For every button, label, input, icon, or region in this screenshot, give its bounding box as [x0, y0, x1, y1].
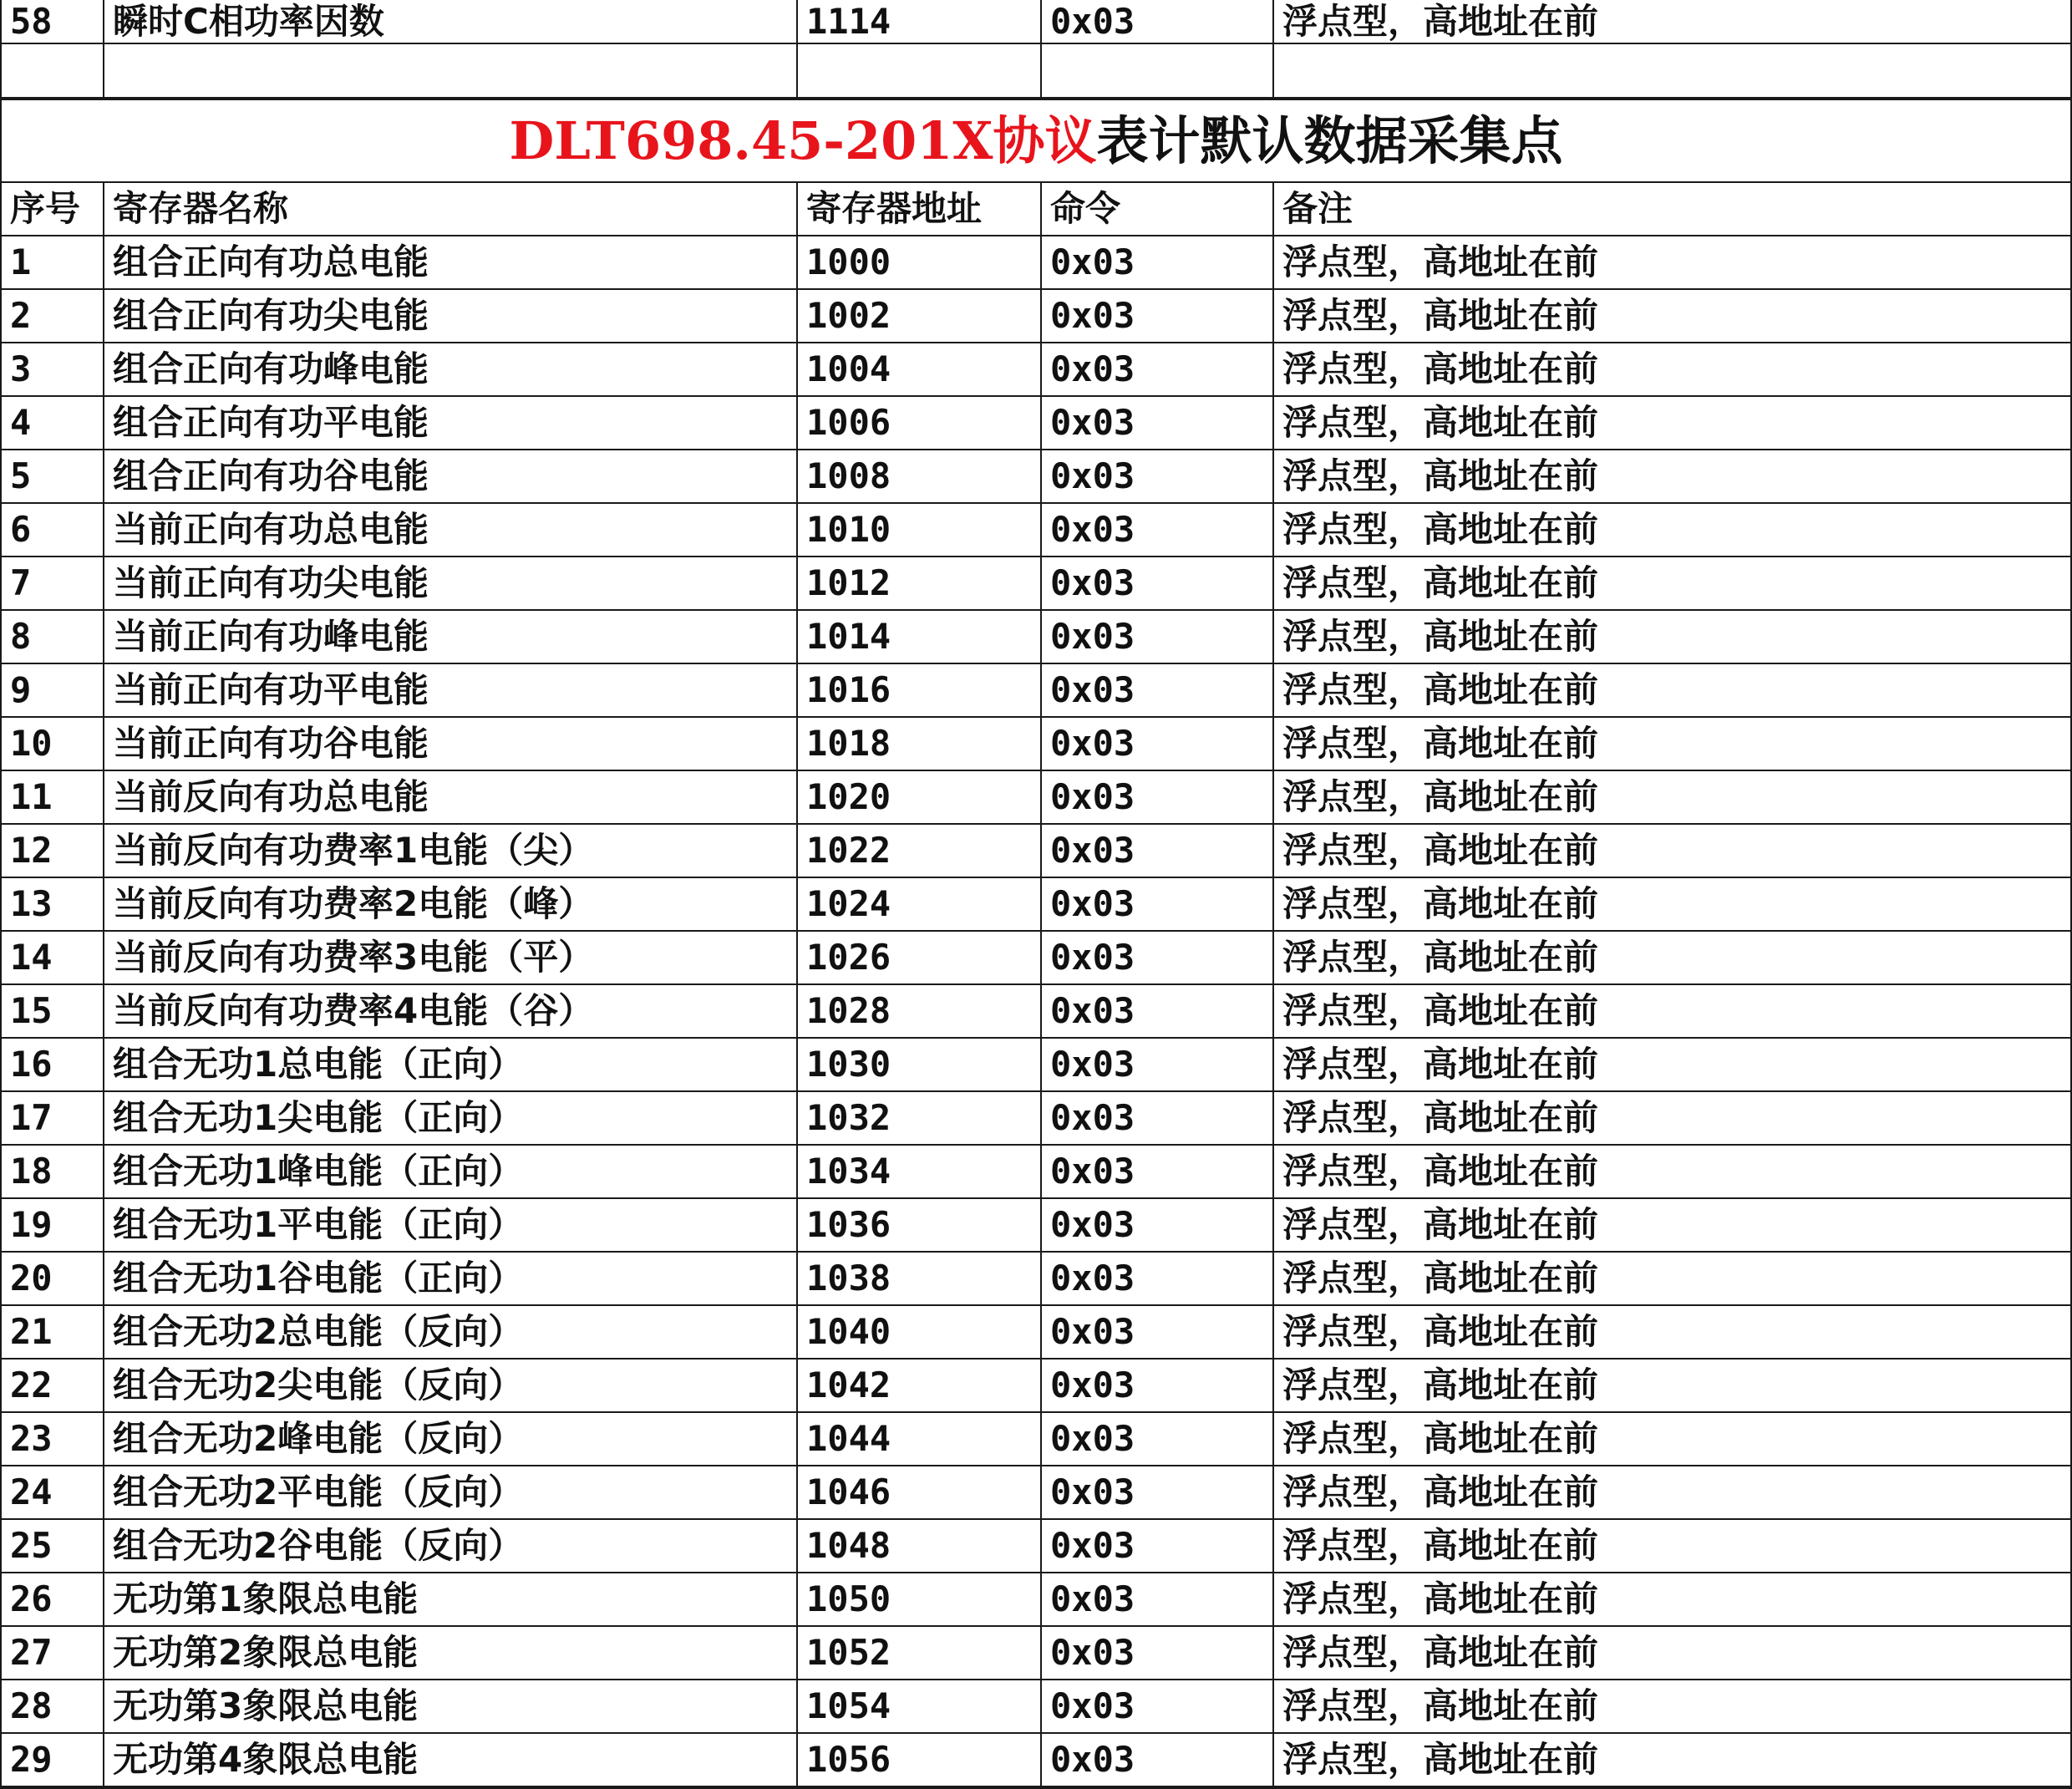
cell-remark[interactable]: 浮点型，高地址在前 — [1273, 1091, 2071, 1145]
cell-remark[interactable]: 浮点型，高地址在前 — [1273, 1519, 2071, 1573]
cell-register-name[interactable]: 组合正向有功峰电能 — [104, 343, 797, 396]
cell-remark[interactable]: 浮点型，高地址在前 — [1273, 770, 2071, 824]
empty-cell[interactable] — [1, 43, 104, 99]
table-row — [1, 450, 2071, 503]
cell-remark[interactable]: 浮点型，高地址在前 — [1273, 610, 2071, 663]
cell-register-name[interactable]: 当前反向有功费率3电能（平） — [104, 931, 797, 984]
table-row — [1, 984, 2071, 1038]
cell-register-address[interactable]: 1056 — [797, 1733, 1041, 1787]
cell-register-address[interactable]: 1024 — [797, 877, 1041, 931]
table-row — [1, 503, 2071, 557]
header-remark[interactable]: 备注 — [1273, 182, 2071, 236]
cell-index[interactable]: 21 — [1, 1305, 104, 1359]
cell-index[interactable]: 11 — [1, 770, 104, 824]
table-row — [1, 663, 2071, 717]
cell-command[interactable]: 0x03 — [1041, 877, 1273, 931]
cell-register-name[interactable]: 无功第2象限总电能 — [104, 1626, 797, 1680]
cell-register-address[interactable]: 1044 — [797, 1412, 1041, 1466]
cell-command[interactable]: 0x03 — [1041, 1198, 1273, 1252]
cell-register-name[interactable]: 组合正向有功谷电能 — [104, 450, 797, 503]
cell-command[interactable]: 0x03 — [1041, 289, 1273, 343]
cell-command[interactable]: 0x03 — [1041, 1573, 1273, 1626]
cell-index[interactable]: 15 — [1, 984, 104, 1038]
cell-register-address[interactable]: 1012 — [797, 557, 1041, 610]
table-row — [1, 1305, 2071, 1359]
cell-index[interactable]: 1 — [1, 236, 104, 289]
cell-register-name[interactable]: 当前反向有功费率4电能（谷） — [104, 984, 797, 1038]
table-row — [1, 1198, 2071, 1252]
cell-command[interactable]: 0x03 — [1041, 1359, 1273, 1412]
cell-remark[interactable]: 浮点型，高地址在前 — [1273, 396, 2071, 450]
cell-command[interactable]: 0x03 — [1041, 396, 1273, 450]
cell-index[interactable]: 3 — [1, 343, 104, 396]
cell-index[interactable]: 27 — [1, 1626, 104, 1680]
cell-command[interactable]: 0x03 — [1041, 1519, 1273, 1573]
cell-register-name[interactable]: 组合无功2峰电能（反向） — [104, 1412, 797, 1466]
cell-register-address[interactable]: 1036 — [797, 1198, 1041, 1252]
cell-command[interactable]: 0x03 — [1041, 1680, 1273, 1733]
header-row — [1, 182, 2071, 236]
cell-register-address[interactable]: 1038 — [797, 1252, 1041, 1305]
cell-command[interactable]: 0x03 — [1041, 557, 1273, 610]
cell-index[interactable]: 26 — [1, 1573, 104, 1626]
cell-remark[interactable]: 浮点型，高地址在前 — [1273, 984, 2071, 1038]
cell-index[interactable]: 13 — [1, 877, 104, 931]
cell-index[interactable]: 14 — [1, 931, 104, 984]
cell-register-address[interactable]: 1040 — [797, 1305, 1041, 1359]
cell-register-address[interactable]: 1002 — [797, 289, 1041, 343]
cell-register-address[interactable]: 1032 — [797, 1091, 1041, 1145]
cell-register-address[interactable]: 1052 — [797, 1626, 1041, 1680]
cell-remark[interactable]: 浮点型，高地址在前 — [1273, 0, 2071, 43]
cell-remark[interactable]: 浮点型，高地址在前 — [1273, 289, 2071, 343]
empty-cell[interactable] — [797, 43, 1041, 99]
table-row — [1, 877, 2071, 931]
empty-cell[interactable] — [1273, 43, 2071, 99]
cell-remark[interactable]: 浮点型，高地址在前 — [1273, 343, 2071, 396]
empty-cell[interactable] — [1041, 43, 1273, 99]
cell-index[interactable]: 8 — [1, 610, 104, 663]
cell-index[interactable]: 58 — [1, 0, 104, 43]
cell-command[interactable]: 0x03 — [1041, 1091, 1273, 1145]
cell-register-name[interactable]: 组合无功2平电能（反向） — [104, 1466, 797, 1519]
cell-index[interactable]: 9 — [1, 663, 104, 717]
cell-index[interactable]: 6 — [1, 503, 104, 557]
cell-register-name[interactable]: 当前正向有功峰电能 — [104, 610, 797, 663]
cell-remark[interactable]: 浮点型，高地址在前 — [1273, 1573, 2071, 1626]
cell-register-name[interactable]: 组合正向有功平电能 — [104, 396, 797, 450]
cell-command[interactable]: 0x03 — [1041, 984, 1273, 1038]
cell-index[interactable]: 12 — [1, 824, 104, 877]
cell-register-name[interactable]: 无功第3象限总电能 — [104, 1680, 797, 1733]
cell-register-name[interactable]: 瞬时C相功率因数 — [104, 0, 797, 43]
header-index[interactable]: 序号 — [1, 182, 104, 236]
cell-index[interactable]: 17 — [1, 1091, 104, 1145]
cell-remark[interactable]: 浮点型，高地址在前 — [1273, 717, 2071, 770]
table-row — [1, 1733, 2071, 1787]
cell-register-address[interactable]: 1114 — [797, 0, 1041, 43]
cell-index[interactable]: 18 — [1, 1145, 104, 1198]
cell-command[interactable]: 0x03 — [1041, 1733, 1273, 1787]
cell-index[interactable]: 29 — [1, 1733, 104, 1787]
cell-register-name[interactable]: 组合无功2谷电能（反向） — [104, 1519, 797, 1573]
cell-register-name[interactable]: 组合正向有功总电能 — [104, 236, 797, 289]
table-row — [1, 343, 2071, 396]
cell-command[interactable]: 0x03 — [1041, 1145, 1273, 1198]
header-register-name[interactable]: 寄存器名称 — [104, 182, 797, 236]
table-row — [1, 1519, 2071, 1573]
cell-command[interactable]: 0x03 — [1041, 717, 1273, 770]
cell-remark[interactable]: 浮点型，高地址在前 — [1273, 450, 2071, 503]
table-row — [1, 1091, 2071, 1145]
table-row-partial — [1, 0, 2071, 43]
cell-remark[interactable]: 浮点型，高地址在前 — [1273, 1680, 2071, 1733]
cell-remark[interactable]: 浮点型，高地址在前 — [1273, 931, 2071, 984]
cell-remark[interactable]: 浮点型，高地址在前 — [1273, 663, 2071, 717]
table-row — [1, 557, 2071, 610]
table-row — [1, 824, 2071, 877]
cell-remark[interactable]: 浮点型，高地址在前 — [1273, 1733, 2071, 1787]
cell-register-address[interactable]: 1054 — [797, 1680, 1041, 1733]
cell-register-name[interactable]: 组合无功1总电能（正向） — [104, 1038, 797, 1091]
table-row — [1, 1252, 2071, 1305]
table-row — [1, 1412, 2071, 1466]
cell-register-name[interactable]: 组合无功1峰电能（正向） — [104, 1145, 797, 1198]
cell-remark[interactable]: 浮点型，高地址在前 — [1273, 877, 2071, 931]
table-row — [1, 1466, 2071, 1519]
cell-register-name[interactable]: 无功第1象限总电能 — [104, 1573, 797, 1626]
cell-register-address[interactable]: 1006 — [797, 396, 1041, 450]
cell-register-name[interactable]: 组合无功2尖电能（反向） — [104, 1359, 797, 1412]
table-row — [1, 610, 2071, 663]
cell-register-address[interactable]: 1048 — [797, 1519, 1041, 1573]
header-command[interactable]: 命令 — [1041, 182, 1273, 236]
cell-remark[interactable]: 浮点型，高地址在前 — [1273, 1305, 2071, 1359]
table-row — [1, 1038, 2071, 1091]
cell-register-name[interactable]: 当前正向有功平电能 — [104, 663, 797, 717]
cell-register-address[interactable]: 1016 — [797, 663, 1041, 717]
cell-index[interactable]: 5 — [1, 450, 104, 503]
cell-index[interactable]: 19 — [1, 1198, 104, 1252]
cell-register-address[interactable]: 1004 — [797, 343, 1041, 396]
cell-register-address[interactable]: 1018 — [797, 717, 1041, 770]
cell-index[interactable]: 4 — [1, 396, 104, 450]
cell-index[interactable]: 7 — [1, 557, 104, 610]
blank-row — [1, 43, 2071, 99]
cell-register-address[interactable]: 1026 — [797, 931, 1041, 984]
cell-register-address[interactable]: 1050 — [797, 1573, 1041, 1626]
cell-index[interactable]: 2 — [1, 289, 104, 343]
cell-command[interactable]: 0x03 — [1041, 503, 1273, 557]
cell-register-address[interactable]: 1014 — [797, 610, 1041, 663]
table-row — [1, 1626, 2071, 1680]
cell-command[interactable]: 0x03 — [1041, 1252, 1273, 1305]
cell-register-address[interactable]: 1008 — [797, 450, 1041, 503]
cell-register-name[interactable]: 当前正向有功谷电能 — [104, 717, 797, 770]
cell-remark[interactable]: 浮点型，高地址在前 — [1273, 557, 2071, 610]
cell-command[interactable]: 0x03 — [1041, 450, 1273, 503]
cell-register-address[interactable]: 1046 — [797, 1466, 1041, 1519]
cell-remark[interactable]: 浮点型，高地址在前 — [1273, 1038, 2071, 1091]
cell-remark[interactable]: 浮点型，高地址在前 — [1273, 824, 2071, 877]
table-row — [1, 931, 2071, 984]
cell-remark[interactable]: 浮点型，高地址在前 — [1273, 1198, 2071, 1252]
cell-remark[interactable]: 浮点型，高地址在前 — [1273, 1626, 2071, 1680]
cell-register-address[interactable]: 1010 — [797, 503, 1041, 557]
cell-index[interactable]: 16 — [1, 1038, 104, 1091]
cell-register-name[interactable]: 当前正向有功尖电能 — [104, 557, 797, 610]
table-row — [1, 1680, 2071, 1733]
cell-register-name[interactable]: 组合无功1平电能（正向） — [104, 1198, 797, 1252]
cell-remark[interactable]: 浮点型，高地址在前 — [1273, 1412, 2071, 1466]
title-row — [1, 99, 2071, 182]
cell-register-name[interactable]: 当前正向有功总电能 — [104, 503, 797, 557]
sheet-body — [1, 0, 2071, 1787]
cell-register-address[interactable]: 1020 — [797, 770, 1041, 824]
cell-register-name[interactable]: 组合无功1尖电能（正向） — [104, 1091, 797, 1145]
cell-remark[interactable]: 浮点型，高地址在前 — [1273, 236, 2071, 289]
cell-register-address[interactable]: 1042 — [797, 1359, 1041, 1412]
table-row — [1, 1359, 2071, 1412]
cell-index[interactable]: 22 — [1, 1359, 104, 1412]
table-row — [1, 236, 2071, 289]
cell-register-name[interactable]: 无功第4象限总电能 — [104, 1733, 797, 1787]
cell-command[interactable]: 0x03 — [1041, 1038, 1273, 1091]
cell-index[interactable]: 25 — [1, 1519, 104, 1573]
cell-command[interactable]: 0x03 — [1041, 1305, 1273, 1359]
empty-cell[interactable] — [104, 43, 797, 99]
title-black-part: 表计默认数据采集点 — [1096, 109, 1563, 171]
cell-command[interactable]: 0x03 — [1041, 931, 1273, 984]
title-red-part: DLT698.45-201X协议 — [509, 109, 1097, 171]
cell-register-name[interactable]: 组合无功2总电能（反向） — [104, 1305, 797, 1359]
cell-command[interactable]: 0x03 — [1041, 0, 1273, 43]
cell-index[interactable]: 24 — [1, 1466, 104, 1519]
cell-command[interactable]: 0x03 — [1041, 663, 1273, 717]
cell-command[interactable]: 0x03 — [1041, 610, 1273, 663]
table-row — [1, 289, 2071, 343]
table-row — [1, 1145, 2071, 1198]
cell-index[interactable]: 23 — [1, 1412, 104, 1466]
cell-index[interactable]: 28 — [1, 1680, 104, 1733]
cell-remark[interactable]: 浮点型，高地址在前 — [1273, 503, 2071, 557]
cell-register-address[interactable]: 1028 — [797, 984, 1041, 1038]
cell-command[interactable]: 0x03 — [1041, 1466, 1273, 1519]
cell-register-name[interactable]: 组合无功1谷电能（正向） — [104, 1252, 797, 1305]
cell-remark[interactable]: 浮点型，高地址在前 — [1273, 1359, 2071, 1412]
table-row — [1, 396, 2071, 450]
cell-command[interactable]: 0x03 — [1041, 343, 1273, 396]
cell-command[interactable]: 0x03 — [1041, 236, 1273, 289]
cell-register-address[interactable]: 1034 — [797, 1145, 1041, 1198]
cell-register-address[interactable]: 1022 — [797, 824, 1041, 877]
cell-register-name[interactable]: 当前反向有功总电能 — [104, 770, 797, 824]
table-row — [1, 717, 2071, 770]
cell-command[interactable]: 0x03 — [1041, 1412, 1273, 1466]
cell-remark[interactable]: 浮点型，高地址在前 — [1273, 1145, 2071, 1198]
table-title[interactable] — [1, 99, 2071, 182]
cell-register-name[interactable]: 组合正向有功尖电能 — [104, 289, 797, 343]
cell-register-name[interactable]: 当前反向有功费率1电能（尖） — [104, 824, 797, 877]
cell-command[interactable]: 0x03 — [1041, 770, 1273, 824]
cell-register-name[interactable]: 当前反向有功费率2电能（峰） — [104, 877, 797, 931]
cell-command[interactable]: 0x03 — [1041, 824, 1273, 877]
table-row — [1, 770, 2071, 824]
cell-index[interactable]: 10 — [1, 717, 104, 770]
cell-register-address[interactable]: 1000 — [797, 236, 1041, 289]
cell-remark[interactable]: 浮点型，高地址在前 — [1273, 1466, 2071, 1519]
cell-remark[interactable]: 浮点型，高地址在前 — [1273, 1252, 2071, 1305]
cell-register-address[interactable]: 1030 — [797, 1038, 1041, 1091]
cell-index[interactable]: 20 — [1, 1252, 104, 1305]
table-row — [1, 1573, 2071, 1626]
cell-command[interactable]: 0x03 — [1041, 1626, 1273, 1680]
header-register-address[interactable]: 寄存器地址 — [797, 182, 1041, 236]
